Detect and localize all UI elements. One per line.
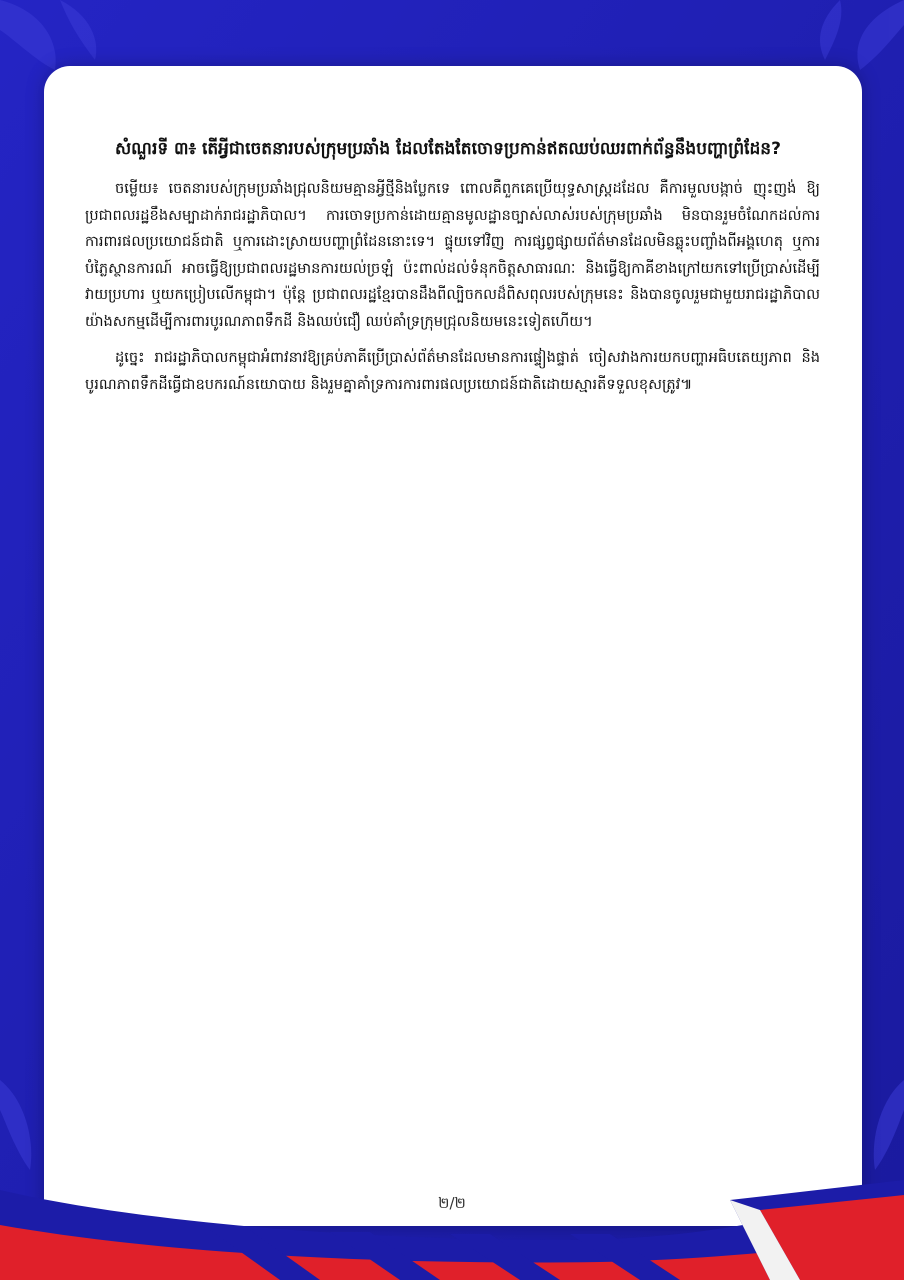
footer-flag-ribbon <box>0 1170 904 1280</box>
question-heading: សំណួរទី ៣៖ តើអ្វីជាចេតនារបស់ក្រុមប្រឆាំង ដែលតែងតែចោទប្រកាន់ឥតឈប់ឈរពាក់ព័ន្ធនឹងបញ្ហាព្រំដែន? <box>115 139 781 159</box>
document-content <box>85 132 820 408</box>
conclusion-paragraph: ដូច្នេះ រាជរដ្ឋាភិបាលកម្ពុជាអំពាវនាវឱ្យគ្រប់ភាគីប្រើប្រាស់ព័ត៌មានដែលមានការផ្ទៀងផ្ទាត់ ចៀសវាងការយកបញ្ហាអធិបតេយ្យភាព និងបូរណភាពទឹកដីធ្វើជាឧបករណ៍នយោបាយ និងរួមគ្នាគាំទ្រការការពារផលប្រយោជន៍ជាតិដោយស្មារតីទទួលខុសត្រូវ៕ <box>85 349 820 393</box>
page-number: ២/២ <box>438 1194 466 1212</box>
answer-paragraph: ចម្លើយ៖ ចេតនារបស់ក្រុមប្រឆាំងជ្រុលនិយមគ្មានអ្វីថ្មីនិងប្លែកទេ ពោលគឺពួកគេប្រើយុទ្ធសាស្ត្រដដែល គឺការមួលបង្កាច់ ញុះញង់ ឱ្យប្រជាពលរដ្ឋខឹងសម្បាដាក់រាជរដ្ឋាភិបាល។ ការចោទប្រកាន់ដោយគ្មានមូលដ្ឋានច្បាស់លាស់របស់ក្រុមប្រឆាំង មិនបានរួមចំណែកដល់ការការពារផលប្រយោជន៍ជាតិ ឬការដោះស្រាយបញ្ហាព្រំដែននោះទេ។ ផ្ទុយទៅវិញ ការផ្សព្វផ្សាយព័ត៌មានដែលមិនឆ្លុះបញ្ចាំងពីអង្គហេតុ ឬការបំភ្លៃស្ថានការណ៍ អាចធ្វើឱ្យប្រជាពលរដ្ឋមានការយល់ច្រឡំ ប៉ះពាល់ដល់ទំនុកចិត្តសាធារណៈ និងធ្វើឱ្យកាគីខាងក្រៅយកទៅប្រើប្រាស់ដើម្បីវាយប្រហារ ឬយកប្រៀបលើកម្ពុជា។ ប៉ុន្តែ ប្រជាពលរដ្ឋខ្មែរបានដឹងពីល្បិចកលដ៏ពិសពុលរបស់ក្រុមនេះ និងបានចូលរួមជាមួយរាជរដ្ឋាភិបាលយ៉ាងសកម្មដើម្បីការពារបូរណភាពទឹកដី និងឈប់ជឿ ឈប់គាំទ្រក្រុមជ្រុលនិយមនេះទៀតហើយ។ <box>85 180 820 330</box>
